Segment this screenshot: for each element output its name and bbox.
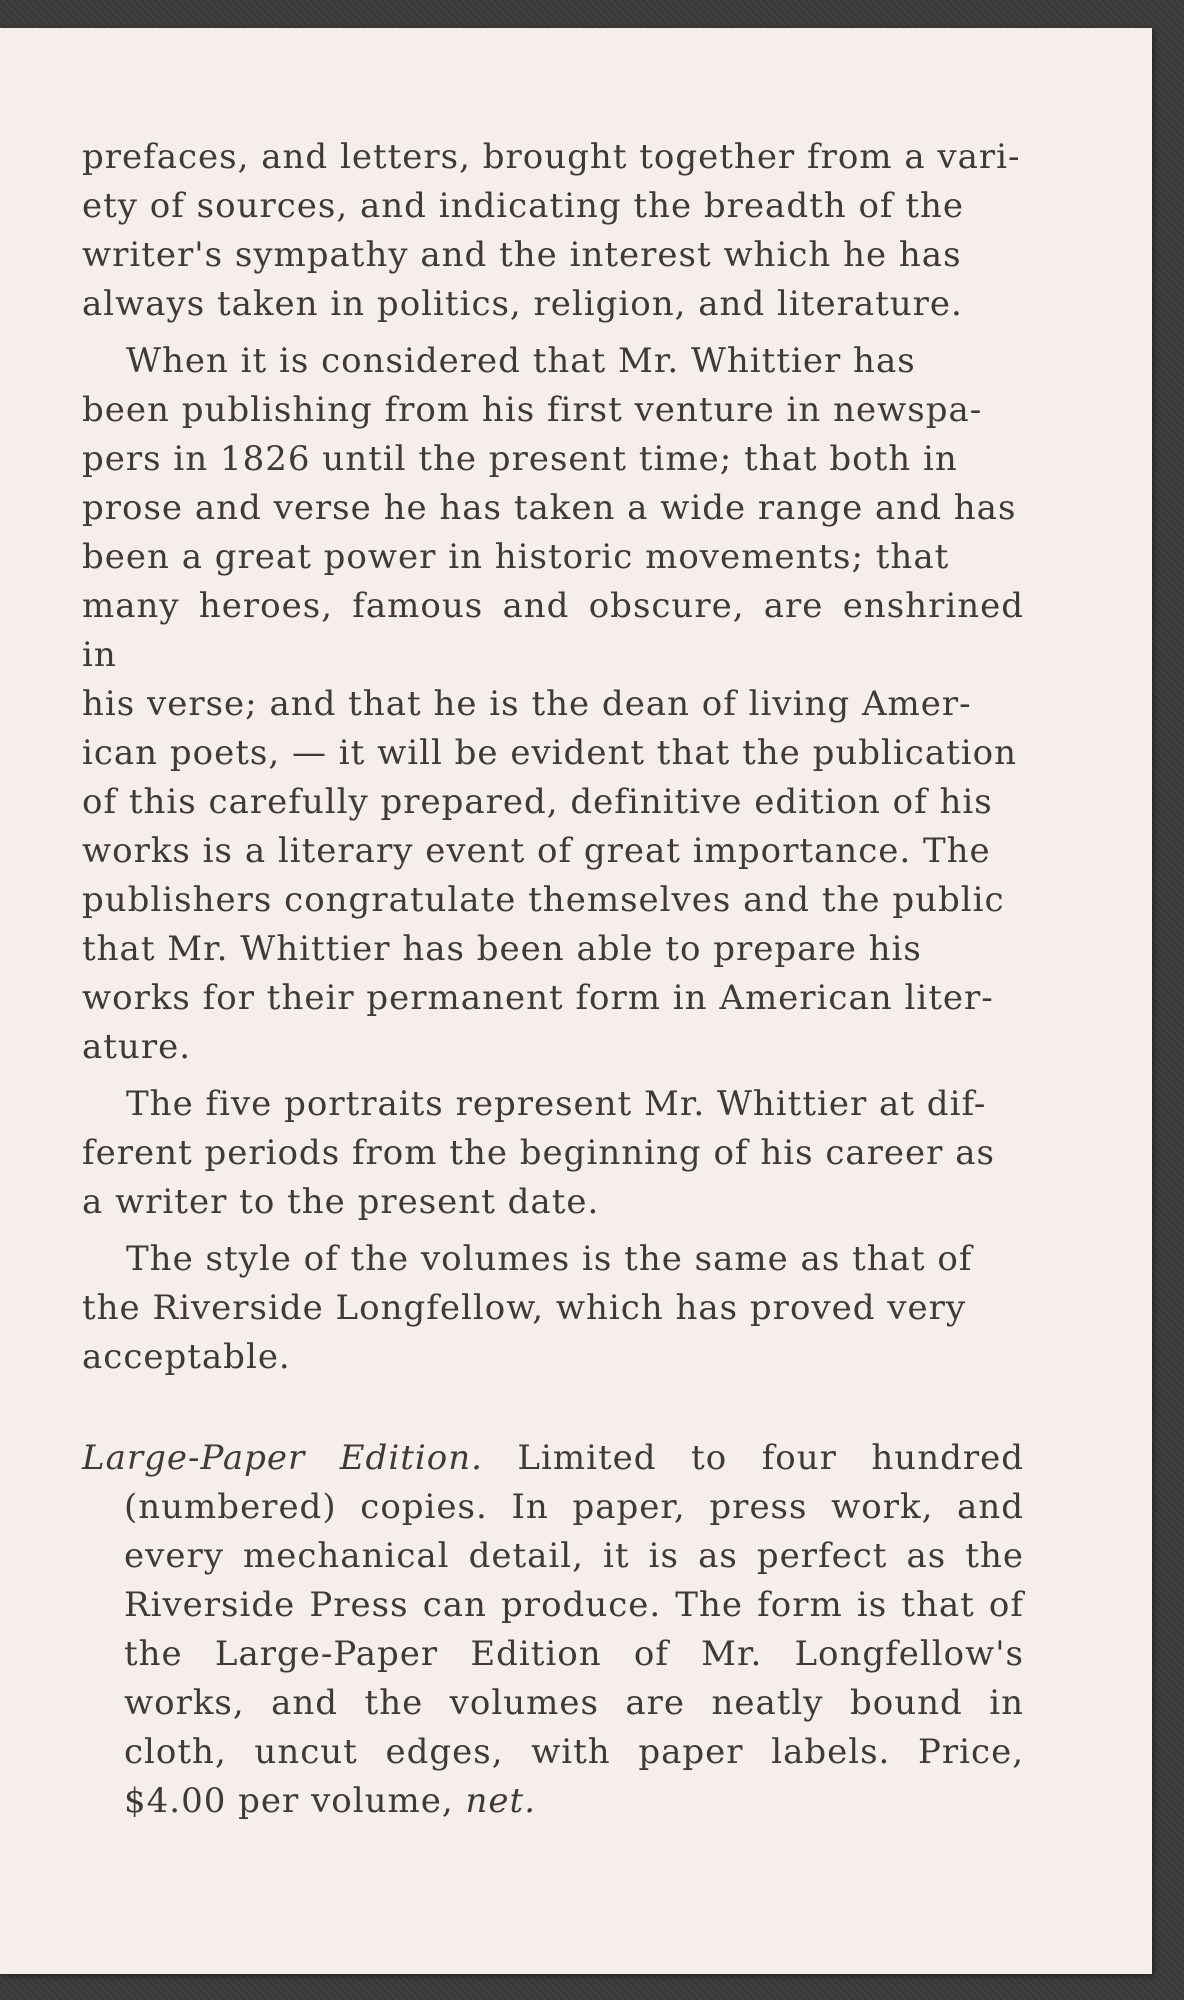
paragraph-prefaces: prefaces, and letters, brought together from a vari- ety of sources, and indicating the breadth of the writer's sympathy and the interest which he has always taken in politics, religion, and literature. (82, 137, 1021, 324)
large-paper-edition-body: Limited to four hundred (numbered) copies. In paper, press work, and every mechanical detail, it is as perfect as the Riverside Press can produce. The form is that of the Large-Paper Edition of Mr. Longfellow's works, and the volumes are neatly bound in cloth, uncut edges, with paper labels. Price, $4.00 per volume, (124, 1438, 1025, 1821)
page-text-block (82, 133, 1024, 1826)
large-paper-edition-title: Large-Paper Edition. (82, 1438, 483, 1478)
document-page (0, 28, 1152, 1974)
large-paper-edition-net: net. (465, 1781, 537, 1821)
paragraph-whittier-publishing: When it is considered that Mr. Whittier has been publishing from his first venture in newspa- pers in 1826 until the present time; that both in prose and verse he has taken a wide range and has been a great power in historic movements; that many heroes, famous and obscure, are enshrined in his verse; and that he is the dean of living Amer- ican poets, — it will be evident that the publication of this carefully prepared, definitive edition of his works is a literary event of great importance. The publishers congratulate themselves and the public that Mr. Whittier has been able to prepare his works for their permanent form in American liter- ature. (82, 341, 1024, 1067)
paragraph-volume-style: The style of the volumes is the same as that of the Riverside Longfellow, which has proved very acceptable. (82, 1239, 973, 1377)
large-paper-edition-entry (82, 1434, 1024, 1826)
paragraph-portraits: The five portraits represent Mr. Whittier at dif- ferent periods from the beginning of his career as a writer to the present date. (82, 1084, 995, 1222)
